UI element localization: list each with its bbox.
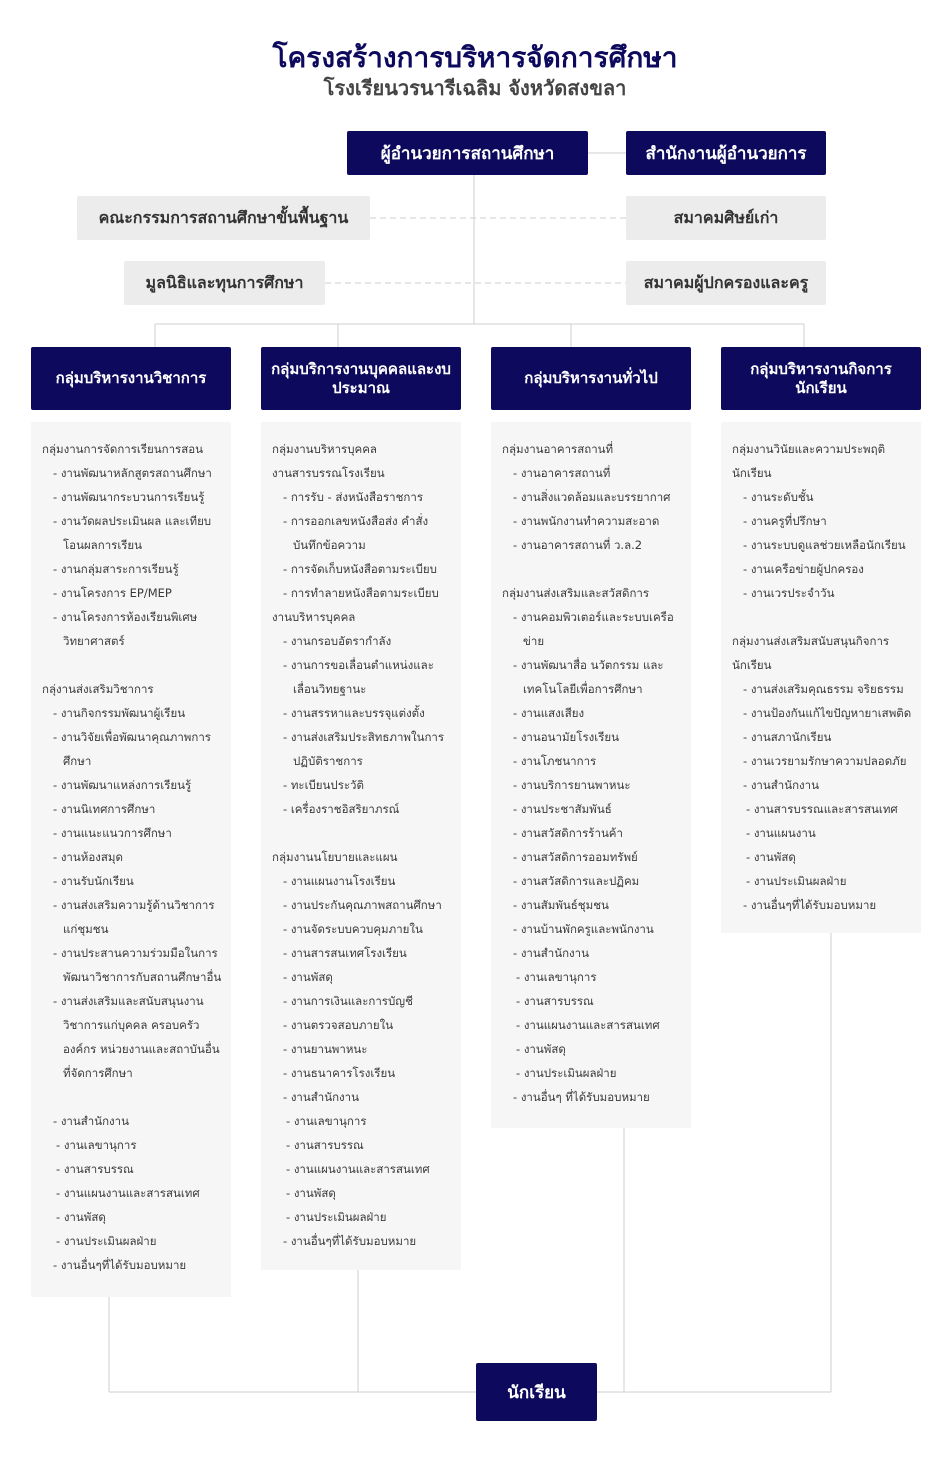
list-item: - งานกลุ่มสาระการเรียนรู้ — [42, 557, 223, 581]
list-item: - งานกรอบอัตรากำลัง — [272, 629, 453, 653]
list-spacer — [502, 557, 683, 581]
list-item: - งานครูที่ปรึกษา — [732, 509, 913, 533]
list-item: - งานกิจกรรมพัฒนาผู้เรียน — [42, 701, 223, 725]
list-item: - งานพัสดุ — [272, 965, 453, 989]
group-heading-item: กลุ่มงานบริหารบุคคล — [272, 442, 377, 456]
list-item: - งานส่งเสริมและสนับสนุนงานวิชาการแก่บุคคล ครอบครัว องค์กร หน่วยงานและสถาบันอื่นที่จัดการศึกษา — [42, 989, 223, 1085]
panel-student-affairs — [721, 422, 921, 933]
list-item: - งานเลขานุการ — [42, 1133, 223, 1157]
list-item: - งานส่งเสริมประสิทธภาพในการปฏิบัติราชการ — [272, 725, 453, 773]
board-box: คณะกรรมการสถานศึกษาขั้นพื้นฐาน — [77, 196, 370, 240]
list-item: - งานพนักงานทำความสะอาด — [502, 509, 683, 533]
list-item: - งานแผนงานโรงเรียน — [272, 869, 453, 893]
list-item: - การออกเลขหนังสือส่ง คำสั่ง บันทึกข้อความ — [272, 509, 453, 557]
list-item: - งานประเมินผลฝ่าย — [42, 1229, 223, 1253]
duty-list — [42, 437, 223, 1277]
group-header-student-affairs: กลุ่มบริหารงานกิจการนักเรียน — [721, 347, 921, 410]
list-item: - งานพัสดุ — [502, 1037, 683, 1061]
group-header-personnel-budget: กลุ่มบริการงานบุคคลและงบประมาณ — [261, 347, 461, 410]
page-title: โครงสร้างการบริหารจัดการศึกษา — [272, 41, 678, 74]
panel-academic — [31, 422, 231, 1297]
list-item: - งานอื่นๆที่ได้รับมอบหมาย — [42, 1253, 223, 1277]
list-item: - งานแผนงานและสารสนเทศ — [272, 1157, 453, 1181]
list-item: - งานบริการยานพาหนะ — [502, 773, 683, 797]
list-item: - งานสัมพันธ์ชุมชน — [502, 893, 683, 917]
list-item: - การรับ - ส่งหนังสือราชการ — [272, 485, 453, 509]
list-item: - งานสรรหาและบรรจุแต่งตั้ง — [272, 701, 453, 725]
list-item: - งานเวรประจำวัน — [732, 581, 913, 605]
list-item: - งานประเมินผลฝ่าย — [272, 1205, 453, 1229]
list-item: - งานเลขานุการ — [272, 1109, 453, 1133]
list-item: - งานพัฒนาหลักสูตรสถานศึกษา — [42, 461, 223, 485]
list-item: - งานอนามัยโรงเรียน — [502, 725, 683, 749]
list-item: - งานสภานักเรียน — [732, 725, 913, 749]
list-item: - งานยานพาหนะ — [272, 1037, 453, 1061]
group-heading-item: งานสารบรรณโรงเรียน — [272, 466, 385, 480]
list-item: - งานสำนักงาน — [732, 773, 913, 797]
group-heading-item: กลุ่มงานอาคารสถานที่ — [502, 442, 614, 456]
list-item: - งานจัดระบบควบคุมภายใน — [272, 917, 453, 941]
list-item: - งานแสงเสียง — [502, 701, 683, 725]
panel-personnel-budget — [261, 422, 461, 1270]
list-item: - งานโภชนาการ — [502, 749, 683, 773]
list-item: - งานอื่นๆที่ได้รับมอบหมาย — [272, 1229, 453, 1253]
list-item: - งานพัฒนากระบวนการเรียนรู้ — [42, 485, 223, 509]
list-item: - งานแนะแนวการศึกษา — [42, 821, 223, 845]
students-box: นักเรียน — [476, 1363, 597, 1421]
list-spacer — [42, 1085, 223, 1109]
list-spacer — [732, 605, 913, 629]
director-box: ผู้อำนวยการสถานศึกษา — [347, 131, 588, 175]
list-item: - งานอื่นๆที่ได้รับมอบหมาย — [732, 893, 913, 917]
page-subtitle: โรงเรียนวรนารีเฉลิม จังหวัดสงขลา — [323, 76, 627, 100]
list-item: - งานการเงินและการบัญชี — [272, 989, 453, 1013]
list-item: - งานสวัสดิการร้านค้า — [502, 821, 683, 845]
list-item: - งานอาคารสถานที่ ว.ล.2 — [502, 533, 683, 557]
list-item: - งานสารบรรณ — [272, 1133, 453, 1157]
list-item: - งานสำนักงาน — [42, 1109, 223, 1133]
list-item: - งานส่งเสริมความรู้ด้านวิชาการแก่ชุมชน — [42, 893, 223, 941]
list-item: - งานสารบรรณและสารสนเทศ — [732, 797, 913, 821]
list-item: - งานสิ่งแวดล้อมและบรรยากาศ — [502, 485, 683, 509]
foundation-box: มูลนิธิและทุนการศึกษา — [124, 261, 325, 305]
list-item: - งานโครงการห้องเรียนพิเศษวิทยาศาสตร์ — [42, 605, 223, 653]
list-item: - งานประเมินผลฝ่าย — [502, 1061, 683, 1085]
list-item: - งานบ้านพักครูและพนักงาน — [502, 917, 683, 941]
list-item: - งานสารสนเทศโรงเรียน — [272, 941, 453, 965]
list-item: - งานวัดผลประเมินผล และเทียบโอนผลการเรียน — [42, 509, 223, 557]
list-item: - งานสำนักงาน — [272, 1085, 453, 1109]
list-item: - งานรับนักเรียน — [42, 869, 223, 893]
list-item: - การจัดเก็บหนังสือตามระเบียบ — [272, 557, 453, 581]
duty-list — [272, 437, 453, 1253]
list-item: - งานระบบดูแลช่วยเหลือนักเรียน — [732, 533, 913, 557]
list-item: - งานการขอเลื่อนตำแหน่งและเลื่อนวิทยฐานะ — [272, 653, 453, 701]
list-item: - งานป้องกันแก้ไขปัญหายาเสพติด — [732, 701, 913, 725]
list-spacer — [42, 653, 223, 677]
list-item: - งานวิจัยเพื่อพัฒนาคุณภาพการศึกษา — [42, 725, 223, 773]
list-item: - งานแผนงานและสารสนเทศ — [502, 1013, 683, 1037]
duty-list — [732, 437, 913, 917]
list-item: - งานตรวจสอบภายใน — [272, 1013, 453, 1037]
group-heading-item: กลุ่มงานส่งเสริมและสวัสดิการ — [502, 586, 650, 600]
list-item: - เครื่องราชอิสริยาภรณ์ — [272, 797, 453, 821]
list-item: - งานสวัสดิการออมทรัพย์ — [502, 845, 683, 869]
list-item: - งานสวัสดิการและปฏิคม — [502, 869, 683, 893]
list-item: - งานประกันคุณภาพสถานศึกษา — [272, 893, 453, 917]
list-item: - งานพัฒนาสื่อ นวัตกรรม และเทคโนโลยีเพื่อการศึกษา — [502, 653, 683, 701]
list-item: - งานระดับชั้น — [732, 485, 913, 509]
group-heading-item: งานบริหารบุคคล — [272, 610, 356, 624]
group-header-general: กลุ่มบริหารงานทั่วไป — [491, 347, 691, 410]
list-item: - งานคอมพิวเตอร์และระบบเครือข่าย — [502, 605, 683, 653]
list-item: - งานเลขานุการ — [502, 965, 683, 989]
group-heading-item: กลุ่มงานนโยบายและแผน — [272, 850, 398, 864]
list-item: - งานอาคารสถานที่ — [502, 461, 683, 485]
group-header-academic: กลุ่มบริหารงานวิชาการ — [31, 347, 231, 410]
list-item: - งานประสานความร่วมมือในการพัฒนาวิชาการกับสถานศึกษาอื่น — [42, 941, 223, 989]
list-item: - งานพัสดุ — [272, 1181, 453, 1205]
list-item: - งานห้องสมุด — [42, 845, 223, 869]
list-item: - งานนิเทศการศึกษา — [42, 797, 223, 821]
list-item: - งานประชาสัมพันธ์ — [502, 797, 683, 821]
group-heading-item: กลุ่มงานส่งเสริมสนับสนุนกิจการนักเรียน — [732, 634, 890, 672]
group-heading-item: กลุ่มงานการจัดการเรียนการสอน — [42, 442, 204, 456]
director-office-box: สำนักงานผู้อำนวยการ — [626, 131, 826, 175]
list-item: - งานประเมินผลฝ่าย — [732, 869, 913, 893]
list-item: - งานเครือข่ายผู้ปกครอง — [732, 557, 913, 581]
group-heading-item: กลุ่งานส่งเสริมวิชาการ — [42, 682, 154, 696]
parents-teachers-box: สมาคมผู้ปกครองและครู — [626, 261, 826, 305]
list-item: - ทะเบียนประวัติ — [272, 773, 453, 797]
list-item: - งานพัสดุ — [732, 845, 913, 869]
list-item: - การทำลายหนังสือตามระเบียบ — [272, 581, 453, 605]
list-item: - งานโครงการ EP/MEP — [42, 581, 223, 605]
list-item: - งานพัสดุ — [42, 1205, 223, 1229]
list-item: - งานเวรยามรักษาความปลอดภัย — [732, 749, 913, 773]
list-item: - งานสารบรรณ — [502, 989, 683, 1013]
list-item: - งานธนาคารโรงเรียน — [272, 1061, 453, 1085]
list-item: - งานสารบรรณ — [42, 1157, 223, 1181]
list-item: - งานพัฒนาแหล่งการเรียนรู้ — [42, 773, 223, 797]
list-spacer — [272, 821, 453, 845]
duty-list — [502, 437, 683, 1109]
group-heading-item: กลุ่มงานวินัยและความประพฤตินักเรียน — [732, 442, 886, 480]
panel-general — [491, 422, 691, 1128]
list-item: - งานสำนักงาน — [502, 941, 683, 965]
list-item: - งานแผนงาน — [732, 821, 913, 845]
list-item: - งานแผนงานและสารสนเทศ — [42, 1181, 223, 1205]
list-item: - งานส่งเสริมคุณธรรม จริยธรรม — [732, 677, 913, 701]
alumni-box: สมาคมศิษย์เก่า — [626, 196, 826, 240]
list-item: - งานอื่นๆ ที่ได้รับมอบหมาย — [502, 1085, 683, 1109]
